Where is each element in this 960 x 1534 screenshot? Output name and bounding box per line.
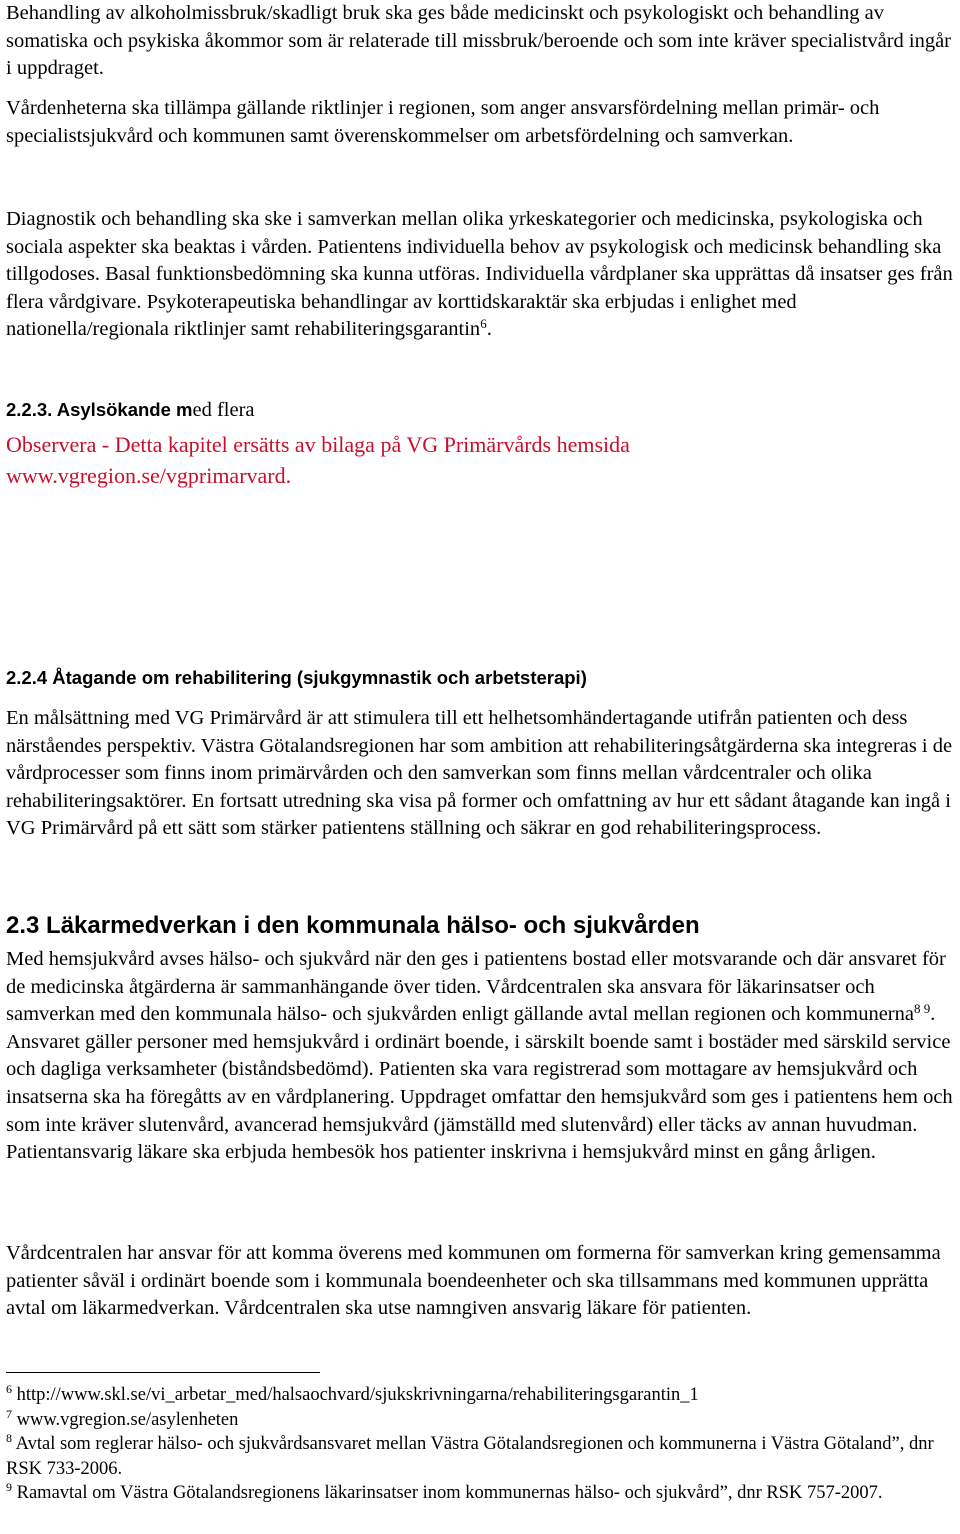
heading-2-2-4: 2.2.4 Åtagande om rehabilitering (sjukgymnastik och arbetsterapi): [6, 667, 587, 688]
footnote-ref-6[interactable]: 6: [480, 316, 487, 332]
footnote-text: Avtal som reglerar hälso- och sjukvårdsansvaret mellan Västra Götalandsregionen och kommunerna i Västra Götaland”, dnr RSK 733-2006.: [6, 1434, 934, 1479]
paragraph-diagnostics: [6, 206, 956, 344]
paragraph-home-care-text-b: . Ansvaret gäller personer med hemsjukvård i ordinärt boende, i särskilt boende samt i bostäder med särskild service och dagliga verksamheter (biståndsbedömd). Patienten ska vara registrerad som mottagare av hemsjukvård och insatserna ska ha föregåtts av en vårdplanering. Uppdraget omfattar den hemsjukvård som ges i patientens hem och som inte kräver slutenvård, avancerad hemsjukvård (jämställd med slutenvård) eller täcks av annan huvudman. Patientansvarig läkare ska erbjuda hembesök hos patienter inskrivna i hemsjukvård minst en gång årligen.: [6, 1003, 953, 1164]
footnote-separator: [6, 1372, 320, 1373]
paragraph-rehabilitation: En målsättning med VG Primärvård är att stimulera till ett helhetsomhändertagande utifrån patienten och dess närståendes perspektiv. Västra Götalandsregionen har som ambition att rehabiliteringsåtgärderna ska integreras i de vårdprocesser som finns inom primärvården och den samverkan som finns mellan vårdcentraler och olika rehabiliteringsaktörer. En fortsatt utredning ska visa på former och omfattning av hur ett sådant åtagande kan ingå i VG Primärvård på ett sätt som stärker patientens ställning och säkrar en god rehabiliteringsprocess.: [6, 707, 953, 840]
footnote-link[interactable]: www.vgregion.se/asylenheten: [16, 1409, 239, 1430]
heading-2-2-3: [6, 396, 255, 425]
notice-link[interactable]: www.vgregion.se/vgprimarvard.: [6, 463, 292, 488]
paragraph-alcohol-treatment: Behandling av alkoholmissbruk/skadligt bruk ska ges både medicinskt och psykologiskt och behandling av somatiska och psykiska åkommor som är relaterade till missbruk/beroende och som inte kräver specialistvård ingår i uppdraget.: [6, 2, 952, 80]
footnote-6: [6, 1383, 956, 1408]
notice-replaced-chapter: [6, 429, 956, 491]
footnotes: [6, 1383, 956, 1506]
paragraph-diagnostics-end: .: [486, 318, 492, 341]
paragraph-diagnostics-text: Diagnostik och behandling ska ske i samverkan mellan olika yrkeskategorier och medicinska, psykologiska och sociala aspekter ska beaktas i vården. Patientens individuella behov av psykologisk och medicinsk behandling ska tillgodoses. Basal funktionsbedömning ska kunna utföras. Individuella vårdplaner ska upprättas då insatser ges från flera vårdgivare. Psykoterapeutiska behandlingar av korttidskaraktär ska erbjudas i enlighet med nationella/regionala riktlinjer samt rehabiliteringsgarantin: [6, 208, 953, 341]
footnote-number: 7: [6, 1406, 12, 1421]
heading-2-2-3-bold: 2.2.3. Asylsökande m: [6, 399, 193, 420]
paragraph-home-care-text-a: Med hemsjukvård avses hälso- och sjukvård när den ges i patientens bostad eller motsvarande och där ansvaret för de medicinska åtgärderna är sammanhängande över tiden. Vårdcentralen ska ansvara för läkarinsatser och samverkan med den kommunala hälso- och sjukvården enligt gällande avtal mellan regionen och kommunerna: [6, 948, 946, 1026]
footnote-ref-8-9[interactable]: 8 9: [913, 1001, 931, 1017]
footnote-9: [6, 1481, 956, 1506]
notice-text: Observera - Detta kapitel ersätts av bilaga på VG Primärvårds hemsida: [6, 432, 630, 457]
paragraph-care-units-guidelines: Vårdenheterna ska tillämpa gällande riktlinjer i regionen, som anger ansvarsfördelning mellan primär- och specialistsjukvård och kommunen samt överenskommelser om arbetsfördelning och samverkan.: [6, 97, 880, 147]
footnote-number: 9: [6, 1480, 12, 1494]
heading-2-2-3-plain: ed flera: [192, 399, 255, 421]
footnote-number: 6: [6, 1382, 12, 1396]
heading-2-3: 2.3 Läkarmedverkan i den kommunala hälso- och sjukvården: [6, 912, 700, 939]
footnote-link[interactable]: http://www.skl.se/vi_arbetar_med/halsaochvard/sjukskrivningarna/rehabiliteringsgarantin_1: [16, 1385, 699, 1405]
footnote-7: [6, 1408, 956, 1433]
footnote-number: 8: [6, 1431, 12, 1445]
footnote-8: [6, 1432, 956, 1481]
paragraph-home-care: [6, 946, 956, 1167]
footnote-text: Ramavtal om Västra Götalandsregionens läkarinsatser inom kommunernas hälso- och sjukvård”, dnr RSK 757-2007.: [16, 1483, 883, 1503]
paragraph-agreement: Vårdcentralen har ansvar för att komma överens med kommunen om formerna för samverkan kring gemensamma patienter såväl i ordinärt boende som i kommunala boendeenheter och ska tillsammans med kommunen upprätta avtal om läkarmedverkan. Vårdcentralen ska utse namngiven ansvarig läkare för patienten.: [6, 1242, 941, 1320]
